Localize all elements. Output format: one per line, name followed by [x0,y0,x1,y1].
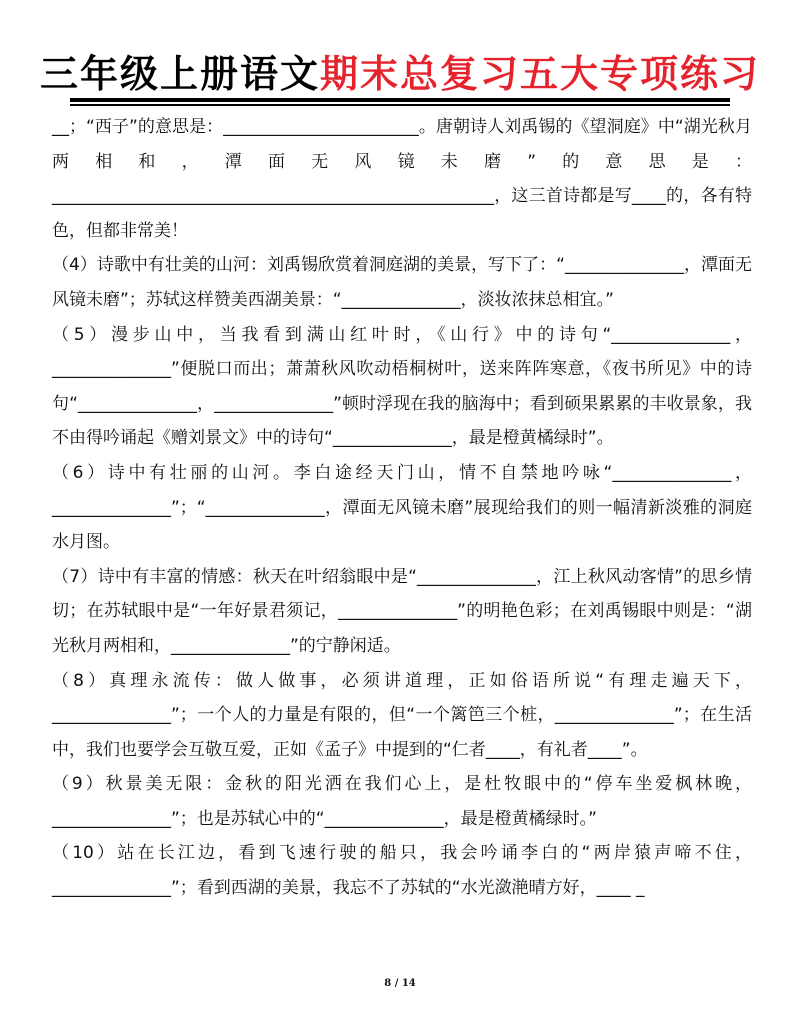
title-underline-thick [70,98,730,102]
title-red-part: 期末总复习五大专项练习 [320,52,761,96]
title-black-part: 三年级上册语文 [39,52,320,96]
exercise-body [52,110,752,906]
page-title [0,50,800,98]
question-7: （7）诗中有丰富的情感：秋天在叶绍翁眼中是“______________，江上秋风动客情”的思乡情切；在苏轼眼中是“一年好景君须记，______________”的明艳色彩；在刘禹锡眼中则是：“湖光秋月两相和，______________”的宁静闲适。 [52,566,752,656]
question-8: （8）真理永流传：做人做事，必须讲道理，正如俗语所说“有理走遍天下，______________”；一个人的力量是有限的，但“一个篱笆三个桩，______________”；在生活中，我们也要学会互敬互爱，正如《孟子》中提到的“仁者____，有礼者____”。 [52,670,752,760]
question-4: （4）诗歌中有壮美的山河：刘禹锡欣赏着洞庭湖的美景，写下了：“______________，潭面无风镜未磨”；苏轼这样赞美西湖美景：“______________，淡妆浓抹总相宜。” [52,255,752,310]
question-10: （10）站在长江边，看到飞速行驶的船只，我会吟诵李白的“两岸猿声啼不住，______________”；看到西湖的美景，我忘不了苏轼的“水光潋滟晴方好，____ _ [52,843,752,899]
page-number: 8 / 14 [384,978,416,989]
paragraph-intro: __；“西子”的意思是：_______________________。唐朝诗人刘禹锡的《望洞庭》中“湖光秋月两相和，潭面无风镜未磨”的意思是：____________________________________________________，这三首诗都是写____的，各有特色，但都非常美！ [52,117,752,241]
question-6: （6）诗中有壮丽的山河。李白途经天门山，情不自禁地吟咏“______________，______________”；“______________，潭面无风镜未磨”展现给我们的则一幅清新淡雅的洞庭水月图。 [52,462,752,553]
question-5: （5）漫步山中，当我看到满山红叶时，《山行》中的诗句“______________，______________”便脱口而出；萧萧秋风吹动梧桐树叶，送来阵阵寒意，《夜书所见》中的诗句“______________，______________”顿时浮现在我的脑海中；看到硕果累累的丰收景象，我不由得吟诵起《赠刘景文》中的诗句“______________，最是橙黄橘绿时”。 [52,324,752,449]
title-underline-thin [70,104,730,106]
question-9: （9）秋景美无限：金秋的阳光洒在我们心上，是杜牧眼中的“停车坐爱枫林晚，______________”；也是苏轼心中的“______________，最是橙黄橘绿时。” [52,774,752,829]
